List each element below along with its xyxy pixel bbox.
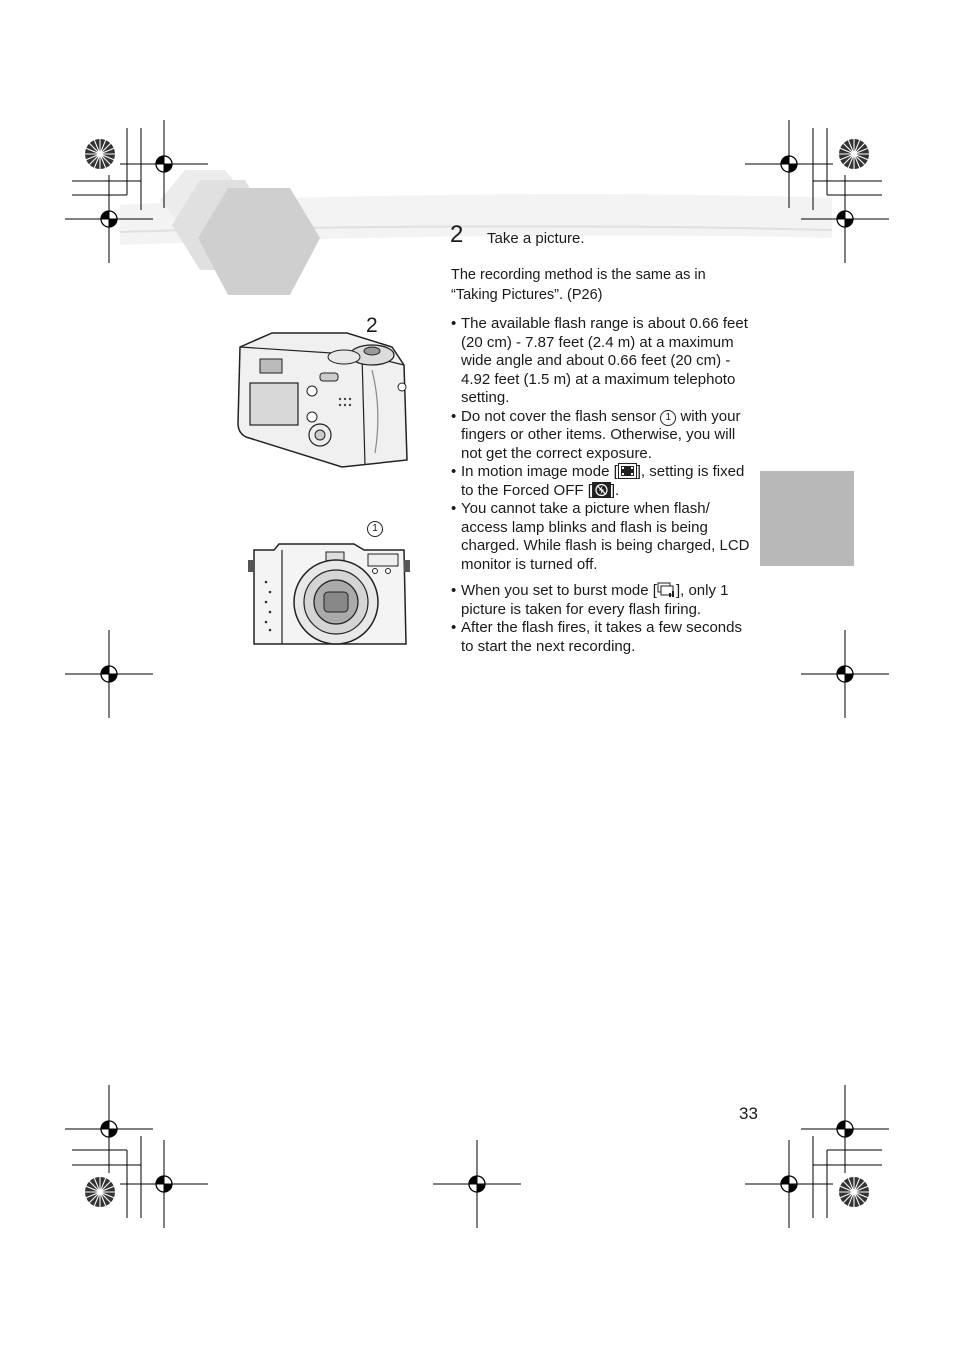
burst-mode-icon [657, 582, 676, 598]
motion-image-icon [618, 463, 637, 479]
flash-off-icon [592, 482, 611, 498]
section-tab [760, 471, 854, 566]
list-item: • The available flash range is about 0.66 feet (20 cm) - 7.87 feet (2.4 m) at a maximum wide angle and about 0.66 feet (20 cm) - 4.92 feet (1.5 m) at a maximum telephoto setting. [451, 315, 751, 408]
list-item: • In motion image mode [ ], setting is fixed to the Forced OFF [ ]. [451, 463, 751, 500]
circled-number-1: 1 [367, 521, 383, 537]
notes-list [451, 315, 751, 656]
list-item: • When you set to burst mode [ ], only 1 picture is taken for every flash firing. [451, 582, 751, 619]
camera-front-illustration [244, 540, 414, 652]
camera-top-illustration [232, 325, 414, 473]
circled-number-1: 1 [660, 410, 676, 426]
intro-text: The recording method is the same as in “Taking Pictures”. (P26) [451, 267, 706, 303]
list-item: • After the flash fires, it takes a few seconds to start the next recording. [451, 619, 751, 656]
list-item: • You cannot take a picture when flash/ access lamp blinks and flash is being charged. While flash is being charged, LCD monitor is turned off. [451, 500, 751, 574]
figure-label-2: 2 [366, 314, 378, 337]
step-number: 2 [450, 221, 464, 248]
figure-label-1 [367, 519, 383, 537]
step-title: Take a picture. [487, 230, 585, 247]
list-item: • Do not cover the flash sensor 1 with your fingers or other items. Otherwise, you will not get the correct exposure. [451, 408, 751, 464]
page-number: 33 [739, 1104, 758, 1123]
